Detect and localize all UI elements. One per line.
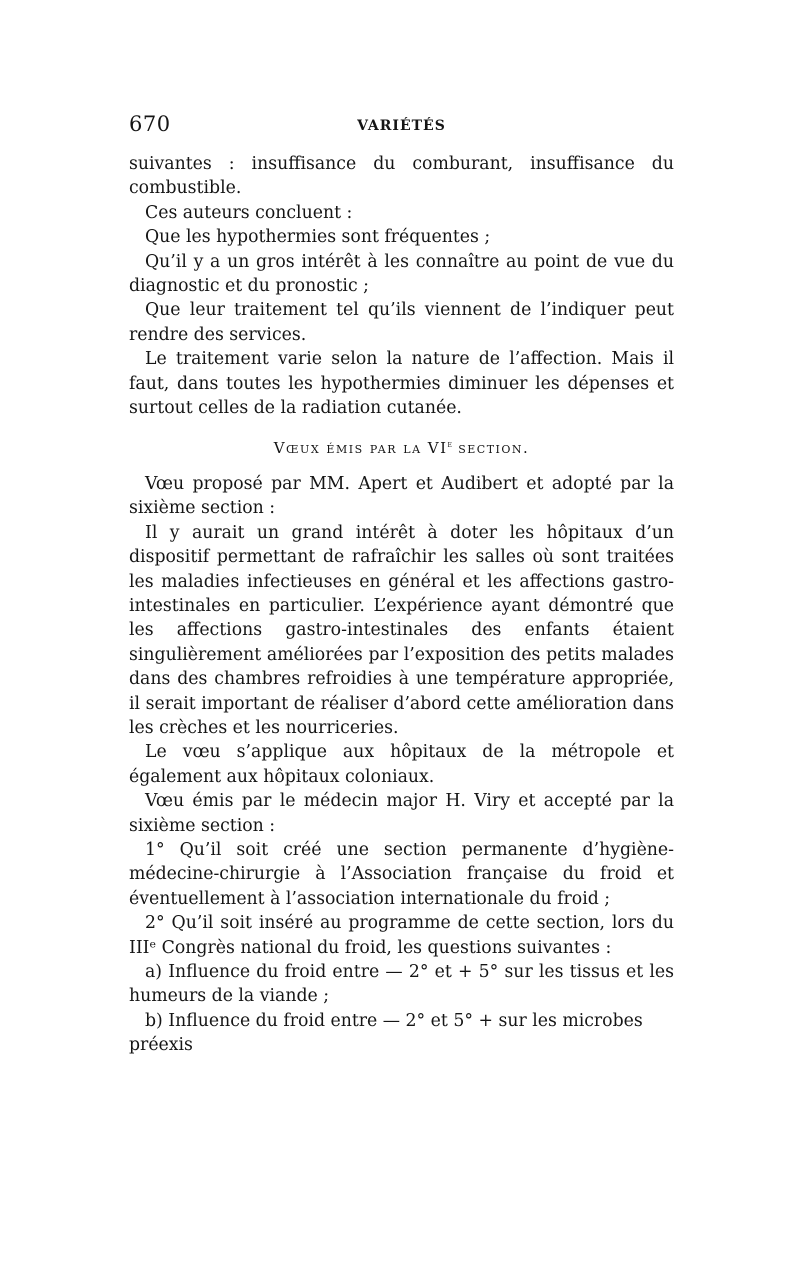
- page-number: 670: [129, 112, 171, 136]
- paragraph: Qu’il y a un gros intérêt à les connaître au point de vue du diagnostic et du pronostic ;: [129, 251, 674, 297]
- paragraph: Le vœu s’applique aux hôpitaux de la métropole et également aux hôpitaux coloniaux.: [129, 742, 674, 787]
- section-heading: [129, 433, 674, 460]
- paragraph: Vœu proposé par MM. Apert et Audibert et adopté par la sixième section :: [129, 473, 674, 519]
- list-item: b) Influence du froid entre — 2° et 5° + sur les microbes préexis: [129, 1010, 643, 1056]
- list-item: 2° Qu’il soit inséré au programme de cette section, lors du IIIᵉ Congrès national du froid, les questions suivantes :: [129, 913, 674, 958]
- paragraph: Vœu émis par le médecin major H. Viry et accepté par la sixième section :: [129, 791, 674, 836]
- paragraph: Ces auteurs concluent :: [145, 202, 353, 223]
- running-title: VARIÉTÉS: [357, 118, 446, 134]
- paragraph: Que leur traitement tel qu’ils viennent de l’indiquer peut rendre des services.: [129, 300, 674, 345]
- body-text: [129, 152, 674, 1066]
- section-heading-prefix: Vœux émis par la VI: [273, 439, 448, 458]
- paragraph: suivantes : insuffisance du comburant, insuffisance du combustible.: [129, 154, 674, 199]
- list-item: a) Influence du froid entre — 2° et + 5° sur les tissus et les humeurs de la viande ;: [129, 962, 674, 1007]
- list-item: 1° Qu’il soit créé une section permanente d’hygiène-médecine-chirurgie à l’Association française du froid et éventuellement à l’association internationale du froid ;: [129, 839, 674, 909]
- paragraph: Que les hypothermies sont fréquentes ;: [145, 227, 491, 248]
- paragraph: Le traitement varie selon la nature de l’affection. Mais il faut, dans toutes les hypothermies diminuer les dépenses et surtout celles de la radiation cutanée.: [129, 349, 674, 419]
- section-heading-superscript: e: [447, 440, 452, 451]
- section-heading-suffix: section.: [451, 439, 530, 458]
- paragraph: Il y aurait un grand intérêt à doter les hôpitaux d’un dispositif permettant de rafraîchir les salles où sont traitées les maladies infectieuses en général et les affections gastro-intestinales en particulier. L’expérience ayant démontré que les affections gastro-intestinales des enfants étaient singulièrement améliorées par l’exposition des petits malades dans des chambres refroidies à une température appropriée, il serait important de réaliser d’abord cette amélioration dans les crèches et les nourriceries.: [129, 522, 674, 738]
- page-header: [129, 112, 674, 142]
